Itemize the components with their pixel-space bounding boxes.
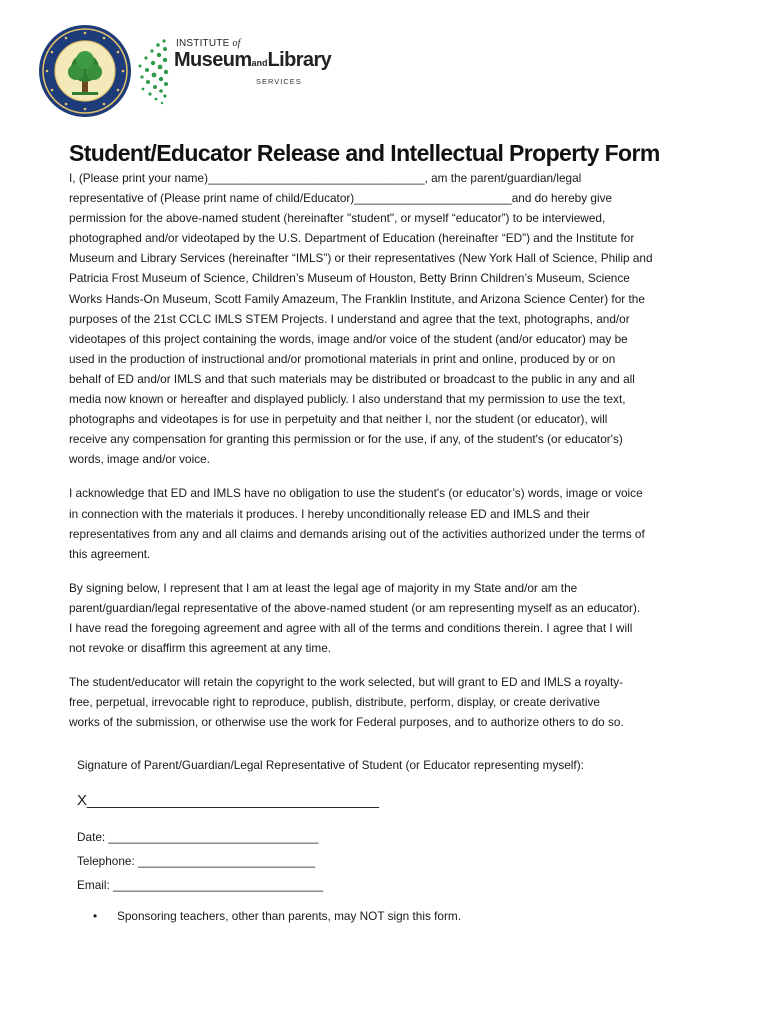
text-line: Museum and Library Services (hereinafter “IMLS”) or their representatives (New York Hall of Science, Philip and	[69, 251, 653, 266]
text-line: representative of (Please print name of child/Educator)________________________and do hereby give	[69, 191, 613, 206]
text-line: words, image and/or voice.	[69, 452, 210, 467]
text-line: photographed and/or videotaped by the U.S. Department of Education (hereinafter “ED”) and the Institute for	[69, 231, 635, 246]
text-line: videotapes of this project containing the words, image and/or voice of the student (and/or educator) may be	[69, 331, 628, 346]
imls-logo-line2: MuseumandLibrary	[174, 49, 332, 71]
text-line: free, perpetual, irrevocable right to reproduce, publish, distribute, perform, display, or create derivative	[69, 695, 600, 710]
text-line: parent/guardian/legal representative of the above-named student (or am representing myself as an educator).	[69, 600, 641, 615]
text-line: Patricia Frost Museum of Science, Children’s Museum of Houston, Betty Brinn Children’s Museum, Science	[69, 271, 630, 286]
date-field[interactable]: Date: ________________________________	[77, 830, 319, 844]
paragraph-copyright	[69, 672, 701, 732]
text-line: representatives from any and all claims and demands arising out of the activities authorized under the terms of	[69, 526, 645, 541]
text-line: By signing below, I represent that I am at least the legal age of majority in my State and/or am the	[69, 580, 578, 595]
paragraph-permission	[69, 168, 701, 469]
text-line: receive any compensation for granting this permission or for the use, if any, of the student's (or educator's)	[69, 432, 623, 447]
signature-line[interactable]: X___________________________________	[77, 792, 379, 809]
form-body	[69, 168, 701, 746]
telephone-field[interactable]: Telephone: ___________________________	[77, 854, 316, 868]
text-line: Works Hands-On Museum, Scott Family Amazeum, The Franklin Institute, and Arizona Science Center) for the	[69, 291, 645, 306]
text-line: I acknowledge that ED and IMLS have no obligation to use the student's (or educator’s) words, image or voice	[69, 486, 643, 501]
form-title: Student/Educator Release and Intellectual Property Form	[69, 140, 660, 166]
text-line: photographs and videotapes is for use in perpetuity and that neither I, nor the student (or educator), will	[69, 412, 608, 427]
text-line: works of the submission, or otherwise use the work for Federal purposes, and to authorize others to do so.	[69, 715, 624, 730]
department-of-education-seal-icon	[38, 24, 132, 118]
text-line: purposes of the 21st CCLC IMLS STEM Projects. I understand and agree that the text, photographs, and/or	[69, 311, 630, 326]
text-line: used in the production of instructional and/or promotional materials in print and online, produced by or on	[69, 351, 616, 366]
imls-logo-line1: INSTITUTE of	[176, 38, 241, 49]
imls-dots-icon	[134, 36, 170, 106]
note-bullet-item	[93, 909, 461, 923]
note-text: Sponsoring teachers, other than parents, may NOT sign this form.	[117, 909, 462, 923]
signature-label: Signature of Parent/Guardian/Legal Representative of Student (or Educator representing myself):	[77, 758, 584, 772]
text-line: The student/educator will retain the copyright to the work selected, but will grant to ED and IMLS a royalty-	[69, 675, 624, 690]
text-line: this agreement.	[69, 546, 151, 561]
text-line: not revoke or disaffirm this agreement at any time.	[69, 641, 332, 656]
email-field[interactable]: Email: ________________________________	[77, 878, 324, 892]
text-line: I, (Please print your name)_________________________________, am the parent/guardian/legal	[69, 171, 582, 185]
imls-logo	[134, 36, 374, 106]
text-line: behalf of ED and/or IMLS and that such materials may be distributed or broadcast to the public in any and all	[69, 371, 635, 386]
paragraph-release	[69, 483, 701, 563]
imls-logo-line3: SERVICES	[256, 77, 302, 86]
paragraph-representation	[69, 578, 701, 658]
text-line: permission for the above-named student (hereinafter "student", or myself “educator”) to be interviewed,	[69, 211, 606, 226]
text-line: in connection with the materials it produces. I hereby unconditionally release ED and IMLS and their	[69, 506, 590, 521]
text-line: media now known or hereafter and displayed publicly. I also understand that my permission to use the text,	[69, 392, 626, 407]
bullet-icon: •	[93, 909, 98, 923]
header-logos	[38, 20, 338, 120]
text-line: I have read the foregoing agreement and agree with all of the terms and conditions therein. I agree that I will	[69, 620, 633, 635]
